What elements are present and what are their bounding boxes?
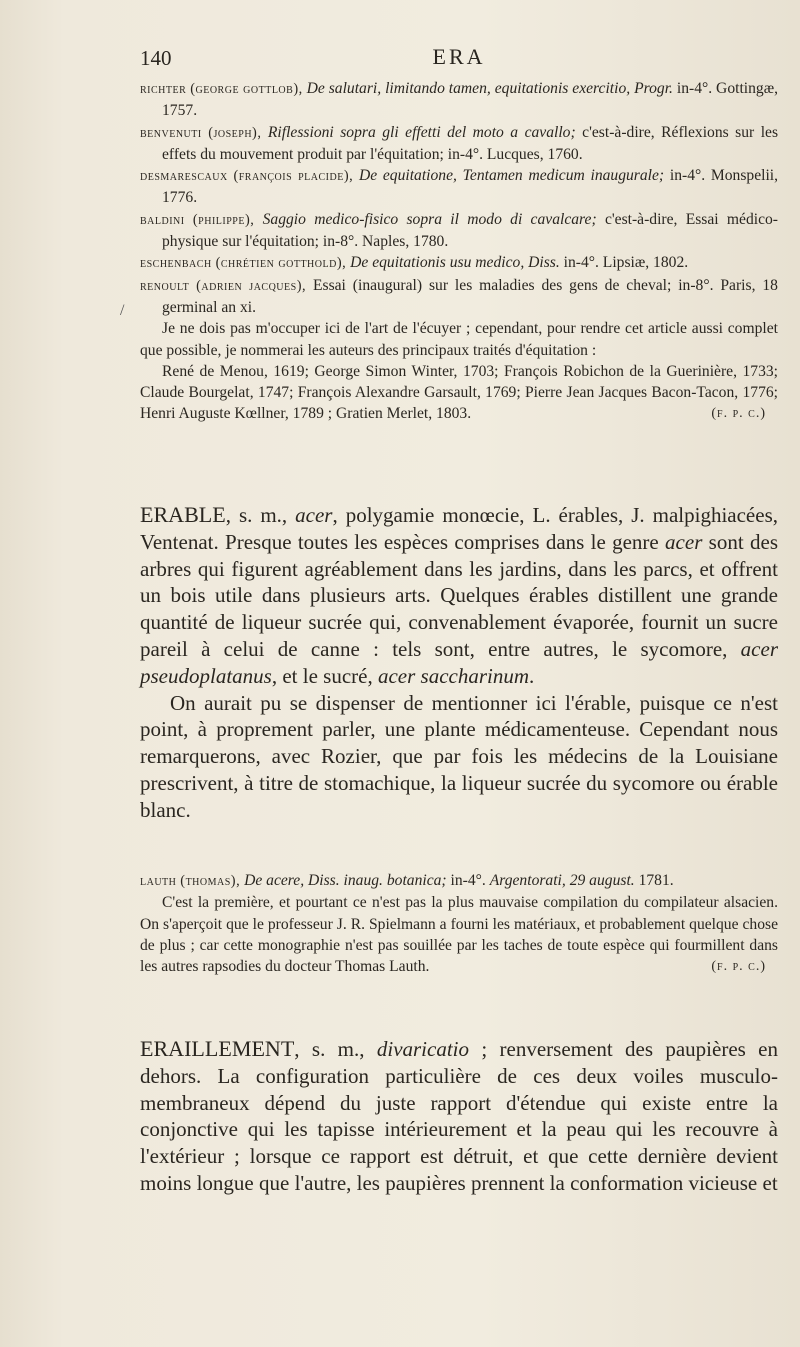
note-paragraph: C'est la première, et pourtant ce n'est pas la plus mauvaise compilation du compilateur alsacien. On s'aperçoit que le professeur J. R. Spielmann a fourni les matériaux, et probablement quelque chose de plus ; car cette monographie n'est pas souillée par les taches de toute espèce qui fourmillent dans les autres rapsodies du docteur Thomas Lauth. (f. p. c.) bbox=[140, 892, 778, 977]
headword: ERABLE bbox=[140, 502, 226, 527]
biblio-entry: eschenbach (chrétien gotthold), De equitationis usu medico, Diss. in-4°. Lipsiæ, 1802. bbox=[140, 254, 689, 272]
biblio-entry: baldini (philippe), Saggio medico-fisico sopra il modo di cavalcare; c'est-à-dire, Essai médico-physique sur l'équitation; in-8°. Naples, 1780. bbox=[140, 210, 778, 251]
note-list: René de Menou, 1619; George Simon Winter, 1703; François Robichon de la Guerinière, 1733; Claude Bourgelat, 1747; François Alexandre Garsault, 1769; Pierre Jean Jacques Bacon-Tacon, 1776; Henri Auguste Kœllner, 1789 ; Gratien Merlet, 1803. (f. p. c.) bbox=[140, 361, 778, 425]
page-header bbox=[140, 46, 778, 76]
biblio-entry: desmarescaux (françois placide), De equitatione, Tentamen medicum inaugurale; in-4°. Monspelii, 1776. bbox=[140, 167, 779, 207]
signature: (f. p. c.) bbox=[711, 406, 766, 422]
biblio-entry: lauth (thomas), De acere, Diss. inaug. botanica; in-4°. Argentorati, 29 august. 1781. bbox=[140, 872, 674, 889]
bibliography-block bbox=[140, 78, 778, 425]
biblio-entry: benvenuti (joseph), Riflessioni sopra gli effetti del moto a cavallo; c'est-à-dire, Réflexions sur les effets du mouvement produit par l'équitation; in-4°. Lucques, 1760. bbox=[140, 123, 779, 163]
signature: (f. p. c.) bbox=[711, 959, 766, 975]
biblio-entry: richter (george gottlob), De salutari, limitando tamen, equitationis exercitio, Progr. in-4°. Gottingæ, 1757. bbox=[140, 80, 779, 120]
headword: ERAILLEMENT bbox=[140, 1036, 295, 1061]
margin-mark: / bbox=[120, 302, 125, 319]
article-body: ERAILLEMENT, s. m., divaricatio ; renversement des paupières en dehors. La configuration particulière de ces deux voiles musculo-membraneux dépend du juste rapport d'étendue qui existe entre la conjonctive qui les tapisse intérieurement et la peau qui les recouvre à l'extérieur ; lorsque ce rapport est détruit, et que cette dernière devient moins longue que l'autre, les paupières prennent la conformation vicieuse et bbox=[140, 1036, 778, 1195]
biblio-entry: renoult (adrien jacques), Essai (inaugural) sur les maladies des gens de cheval; in-8°. Paris, 18 germinal an xi. bbox=[140, 276, 778, 316]
running-head: ERA bbox=[432, 44, 486, 69]
article-eraillement bbox=[140, 1036, 778, 1197]
article-body: ERABLE, s. m., acer, polygamie monœcie, L. érables, J. malpighiacées, Ventenat. Presque toutes les espèces comprises dans le genre acer sont des arbres qui figurent agréablement dans les jardins, dans les parcs, et offrent un bois utile dans plusieurs arts. Quelques érables distillent une grande quantité de liqueur sucrée qui, convenablement évaporée, fournit un sucre pareil à celui de canne : tels sont, entre autres, le sycomore, acer pseudoplatanus, et le sucré, acer saccharinum. bbox=[140, 502, 778, 688]
page-number: 140 bbox=[140, 46, 172, 70]
bibliography-block-2 bbox=[140, 870, 778, 977]
article-erable bbox=[140, 502, 778, 824]
note-paragraph: Je ne dois pas m'occuper ici de l'art de l'écuyer ; cependant, pour rendre cet article aussi complet que possible, je nommerai les auteurs des principaux traités d'équitation : bbox=[140, 320, 778, 359]
article-paragraph: On aurait pu se dispenser de mentionner ici l'érable, puisque ce n'est point, à proprement parler, une plante médicamenteuse. Cependant nous remarquerons, avec Rozier, que par fois les médecins de la Louisiane prescrivent, à titre de stomachique, la liqueur sucrée du sycomore ou érable blanc. bbox=[140, 690, 778, 822]
